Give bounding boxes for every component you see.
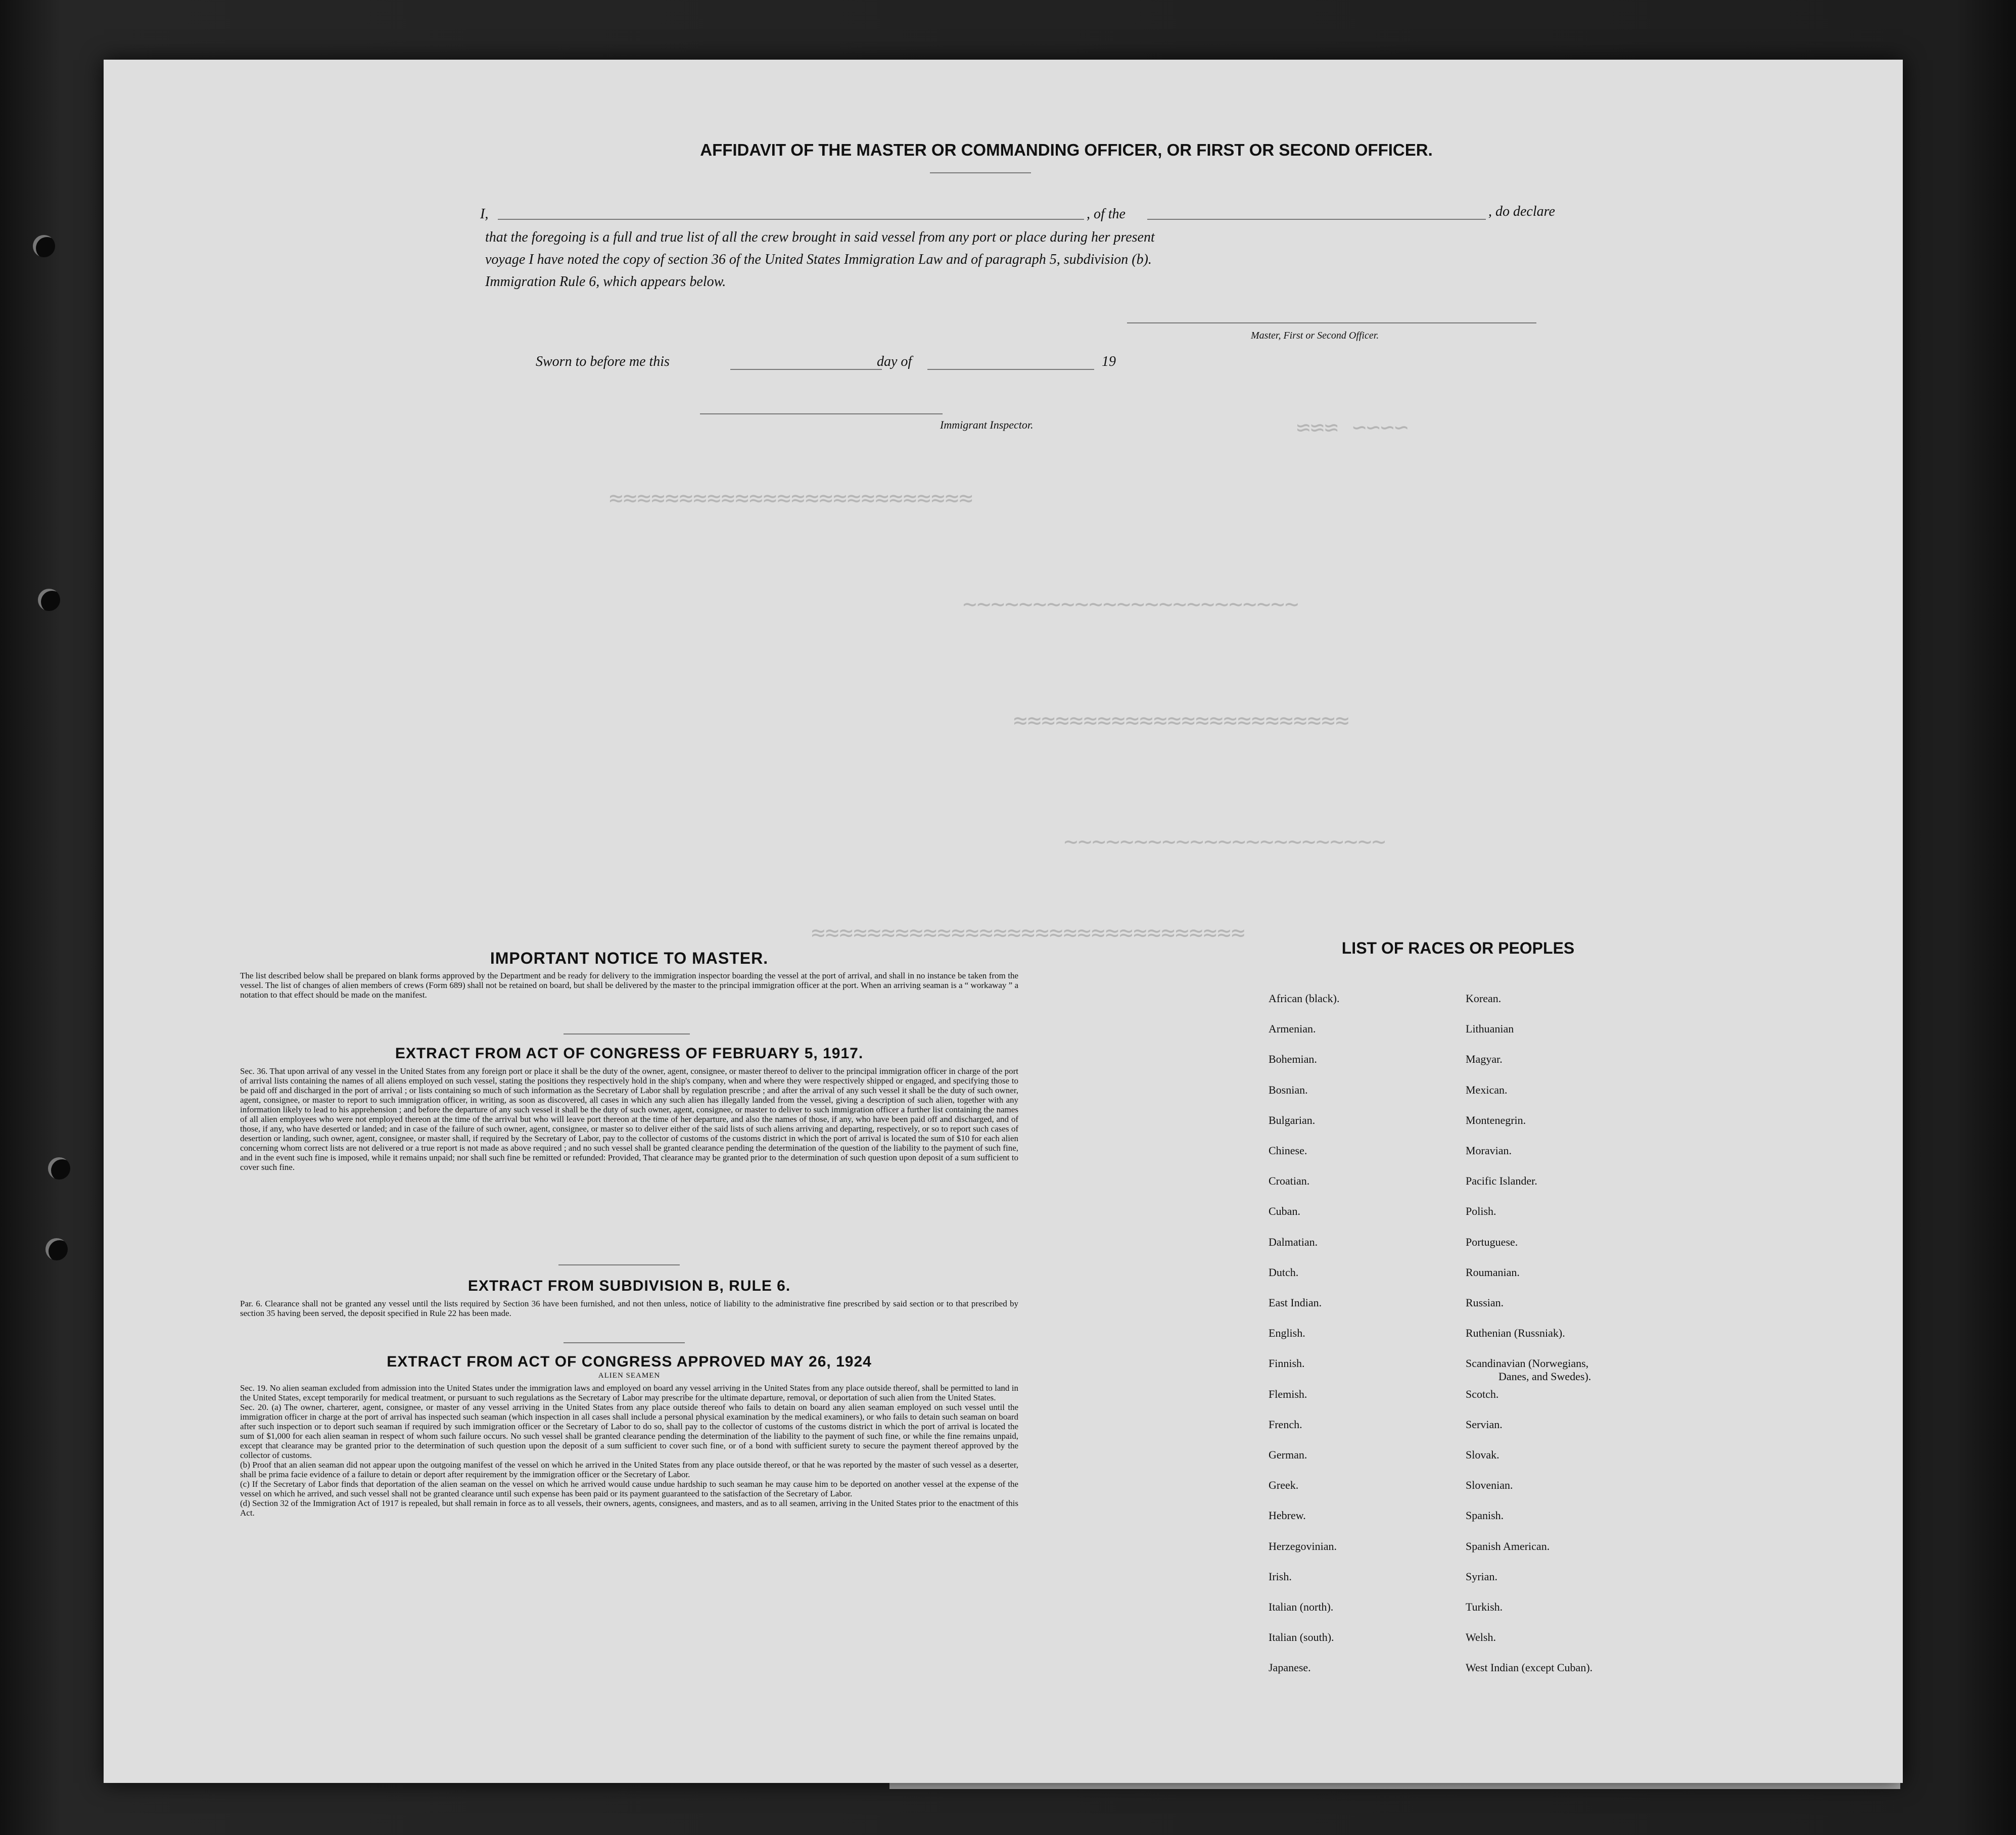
- race-item: Pacific Islander.: [1466, 1174, 1537, 1187]
- sworn-month-blank: [927, 369, 1094, 370]
- race-item: Welsh.: [1466, 1631, 1496, 1643]
- race-item: Dalmatian.: [1269, 1236, 1318, 1248]
- race-item: East Indian.: [1269, 1296, 1322, 1309]
- affidavit-line-3: Immigration Rule 6, which appears below.: [485, 274, 726, 290]
- extract-rule6-text: Par. 6. Clearance shall not be granted any vessel until the lists required by Section 36 have been furnished, and not then unless, notice of liability to the administrative fine prescribed by said section or to that prescribed by section 35 having been served, the deposit specified in Rule 22 has been made.: [240, 1299, 1018, 1318]
- race-item: Chinese.: [1269, 1144, 1307, 1157]
- bleed-through-handwriting: ≈≈≈≈≈≈≈≈≈≈≈≈≈≈≈≈≈≈≈≈≈≈≈≈≈≈: [609, 484, 973, 511]
- race-item: French.: [1269, 1418, 1302, 1431]
- race-item: Scotch.: [1466, 1388, 1499, 1400]
- race-item: Irish.: [1269, 1570, 1292, 1583]
- vessel-blank: [1147, 219, 1486, 220]
- day-of-label: day of: [877, 354, 912, 369]
- race-item: Italian (north).: [1269, 1601, 1334, 1613]
- race-item: Scandinavian (Norwegians,: [1466, 1357, 1589, 1370]
- race-item: Flemish.: [1269, 1388, 1307, 1400]
- race-item: Armenian.: [1269, 1022, 1316, 1035]
- race-item: Finnish.: [1269, 1357, 1305, 1370]
- notice-text: The list described below shall be prepared on blank forms approved by the Department and be ready for delivery to the immigration inspector boarding the vessel at the port of arrival, and shall in no instance be taken from the vessel. The list of changes of alien members of crews (Form 689) shall not be retained on board, but shall be delivered by the master to the principal immigration officer at the port. When an arriving seaman is a “ workaway ” a notation to that effect should be made on the manifest.: [240, 971, 1018, 1000]
- race-item: Bulgarian.: [1269, 1114, 1316, 1126]
- race-item: Bosnian.: [1269, 1084, 1308, 1096]
- race-item: Mexican.: [1466, 1084, 1508, 1096]
- bleed-through-handwriting: ∼∼∼∼∼∼∼∼∼∼∼∼∼∼∼∼∼∼∼∼∼∼∼∼: [963, 590, 1299, 618]
- affidavit-title-underline: [930, 172, 1031, 173]
- year-label: 19: [1102, 354, 1116, 369]
- extract-1917-block: [240, 1045, 1018, 1172]
- section-divider: [558, 1264, 680, 1265]
- race-item: Croatian.: [1269, 1174, 1310, 1187]
- race-item: Montenegrin.: [1466, 1114, 1526, 1126]
- bleed-through-handwriting: ∼∼∼∼ ≈≈≈: [1296, 413, 1409, 441]
- sworn-label: Sworn to before me this: [536, 354, 670, 369]
- race-item: Korean.: [1466, 992, 1502, 1005]
- extract-1924-sec20c: (c) If the Secretary of Labor finds that deportation of the alien seaman on the vessel on which he arrived would cause undue hardship to such seaman he may cause him to be deported on another vessel at the expense of the vessel on which he arrived, and such vessel shall not be granted clearance until such expense has been paid or its payment guaranteed to the satisfaction of the Secretary of Labor.: [240, 1479, 1018, 1498]
- race-item: Hebrew.: [1269, 1509, 1306, 1522]
- extract-1924-sec20b: (b) Proof that an alien seaman did not appear upon the outgoing manifest of the vessel on which he arrived in the United States from any place outside thereof, or that he was reported by the master of such vessel as a deserter, shall be prima facie evidence of a failure to detain or deport after requirement by the immigration officer or the Secretary of Labor.: [240, 1460, 1018, 1479]
- race-item: West Indian (except Cuban).: [1466, 1661, 1593, 1674]
- notice-block: [240, 949, 1018, 1000]
- race-item: Moravian.: [1466, 1144, 1512, 1157]
- race-item: Lithuanian: [1466, 1022, 1514, 1035]
- extract-1924-block: [240, 1353, 1018, 1518]
- extract-rule6-block: [240, 1278, 1018, 1318]
- race-item: Greek.: [1269, 1479, 1299, 1491]
- race-item: Spanish American.: [1466, 1540, 1550, 1552]
- signature-line: [1127, 322, 1536, 323]
- extract-1917-title: EXTRACT FROM ACT OF CONGRESS OF FEBRUARY 5, 1917.: [395, 1045, 864, 1062]
- race-item: Herzegovinian.: [1269, 1540, 1337, 1552]
- bleed-through-handwriting: ∼∼∼∼∼∼∼∼∼∼∼∼∼∼∼∼∼∼∼∼∼∼∼: [1064, 828, 1386, 855]
- section-divider: [564, 1033, 690, 1034]
- binder-hole: [45, 1238, 68, 1260]
- bleed-through-handwriting: ≈≈≈≈≈≈≈≈≈≈≈≈≈≈≈≈≈≈≈≈≈≈≈≈: [1013, 707, 1349, 734]
- race-item: Polish.: [1466, 1205, 1496, 1217]
- race-item: Ruthenian (Russniak).: [1466, 1327, 1565, 1339]
- race-item: Dutch.: [1269, 1266, 1299, 1279]
- race-item: Japanese.: [1269, 1661, 1311, 1674]
- notice-title: IMPORTANT NOTICE TO MASTER.: [490, 949, 769, 967]
- race-item: Turkish.: [1466, 1601, 1503, 1613]
- race-item: African (black).: [1269, 992, 1340, 1005]
- race-item: Cuban.: [1269, 1205, 1300, 1217]
- sworn-day-blank: [730, 369, 882, 370]
- extract-1924-sec19: Sec. 19. No alien seaman excluded from admission into the United States under the immigration laws and employed on board any vessel arriving in the United States from any place outside thereof, shall be permitted to land in the United States, except temporarily for medical treatment, or pursuant to such regulations as the Secretary of Labor may prescribe for the ultimate departure, removal, or deportation of such alien from the United States.: [240, 1383, 1018, 1402]
- race-item: English.: [1269, 1327, 1305, 1339]
- extract-1924-subtitle: ALIEN SEAMEN: [598, 1372, 661, 1380]
- extract-1924-title: EXTRACT FROM ACT OF CONGRESS APPROVED MAY 26, 1924: [387, 1353, 872, 1370]
- name-blank: [498, 219, 1084, 220]
- inspector-signature-line: [700, 413, 943, 414]
- affidavit-title: AFFIDAVIT OF THE MASTER OR COMMANDING OFFICER, OR FIRST OR SECOND OFFICER.: [700, 140, 1433, 159]
- binder-hole: [38, 589, 60, 611]
- extract-1924-sec20d: (d) Section 32 of the Immigration Act of 1917 is repealed, but shall remain in force as to all vessels, their owners, agents, consignees, and masters, and as to all seamen, arriving in the United States prior to the enactment of this Act.: [240, 1498, 1018, 1518]
- affidavit-declare-label: , do declare: [1488, 204, 1555, 219]
- extract-1917-text: Sec. 36. That upon arrival of any vessel in the United States from any foreign port or place it shall be the duty of the owner, agent, consignee, or master thereof to deliver to the principal immigration officer in charge of the port of arrival lists containing the names of all aliens employed on such vessel, stating the positions they respectively hold in the ship's company, when and where they were respectively shipped or engaged, and specifying those to be paid off and discharged in the port of arrival ; or lists containing so much of such information as the Secretary of Labor shall by regulation prescribe ; and after the arrival of any such vessel it shall be the duty of such owner, agent, consignee, or master to report to such immigration officer, in writing, as soon as discovered, all cases in which any such alien has illegally landed from the vessel, giving a description of such alien, together with any information likely to lead to his apprehension ; and before the departure of any such vessel it shall be the duty of such owner, agent, consignee, or master to deliver to such immigration officer a further list containing the names of all alien employees who were not employed thereon at the time of the arrival but who will leave port thereon at the time of her departure, and also the names of those, if any, who have been paid off and discharged, and of those, if any, who have deserted or landed; and in case of the failure of such owner, agent, consignee, or master so to deliver either of the said lists of such aliens arriving and departing, respectively, or so to report such cases of desertion or landing, such owner, agent, consignee, or master shall, if required by the Secretary of Labor, pay to the collector of customs of the customs district in which the port of arrival is located the sum of $10 for each alien concerning whom correct lists are not delivered or a true report is not made as above required ; and no such vessel shall be granted clearance pending the determination of the question of the liability to the payment of such fine, and in the event such fine is imposed, while it remains unpaid; nor shall such fine be remitted or refunded: Provided, That clearance may be granted prior to the determination of such question upon deposit of a sum sufficient to cover such fine.: [240, 1066, 1018, 1172]
- form-page: [104, 60, 1903, 1783]
- race-item: Slovak.: [1466, 1448, 1499, 1461]
- race-item: Russian.: [1466, 1296, 1504, 1309]
- race-item: Syrian.: [1466, 1570, 1497, 1583]
- race-item: Roumanian.: [1466, 1266, 1520, 1279]
- affidavit-line-2: voyage I have noted the copy of section 36 of the United States Immigration Law and of paragraph 5, subdivision (b).: [485, 252, 1152, 267]
- race-item: Bohemian.: [1269, 1053, 1317, 1065]
- affidavit-line-1: that the foregoing is a full and true list of all the crew brought in said vessel from any port or place during her present: [485, 229, 1155, 245]
- race-scandinavian-continued: Danes, and Swedes).: [1498, 1370, 1591, 1383]
- bleed-through-handwriting: ≈≈≈≈≈≈≈≈≈≈≈≈≈≈≈≈≈≈≈≈≈≈≈≈≈≈≈≈≈≈≈: [811, 919, 1245, 946]
- race-item: Italian (south).: [1269, 1631, 1334, 1643]
- binder-hole: [33, 235, 55, 257]
- affidavit-i-label: I,: [480, 206, 489, 222]
- inspector-caption: Immigrant Inspector.: [940, 418, 1034, 431]
- signature-caption: Master, First or Second Officer.: [1251, 330, 1379, 341]
- section-divider: [564, 1342, 685, 1343]
- race-item: Spanish.: [1466, 1509, 1504, 1522]
- binder-hole: [48, 1157, 70, 1180]
- extract-rule6-title: EXTRACT FROM SUBDIVISION B, RULE 6.: [467, 1278, 791, 1294]
- races-title: LIST OF RACES OR PEOPLES: [1341, 939, 1575, 957]
- race-item: Slovenian.: [1466, 1479, 1513, 1491]
- race-item: Servian.: [1466, 1418, 1503, 1431]
- extract-1924-sec20a: Sec. 20. (a) The owner, charterer, agent, consignee, or master of any vessel arriving in the United States from any place outside thereof who fails to detain on board any alien seaman employed on such vessel until the immigration officer in charge at the port of arrival has inspected such seaman (which inspection in all cases shall include a personal physical examination by the medical examiners), or who fails to detain such seaman on board after such inspection or to deport such seaman if required by such immigration officer or the Secretary of Labor to do so, shall pay to the collector of customs of the customs district in which the port of arrival is located the sum of $1,000 for each alien seaman in respect of whom such failure occurs. No such vessel shall be granted clearance pending the determination of the liability to the payment of such fine, or while the fine remains unpaid, except that clearance may be granted prior to the determination of such question upon the deposit of a sum sufficient to cover such fine, or of a bond with sufficient surety to secure the payment thereof approved by the collector of customs.: [240, 1402, 1018, 1460]
- affidavit-of-the-label: , of the: [1087, 206, 1126, 222]
- race-item: German.: [1269, 1448, 1307, 1461]
- race-item: Portuguese.: [1466, 1236, 1518, 1248]
- race-item: Magyar.: [1466, 1053, 1503, 1065]
